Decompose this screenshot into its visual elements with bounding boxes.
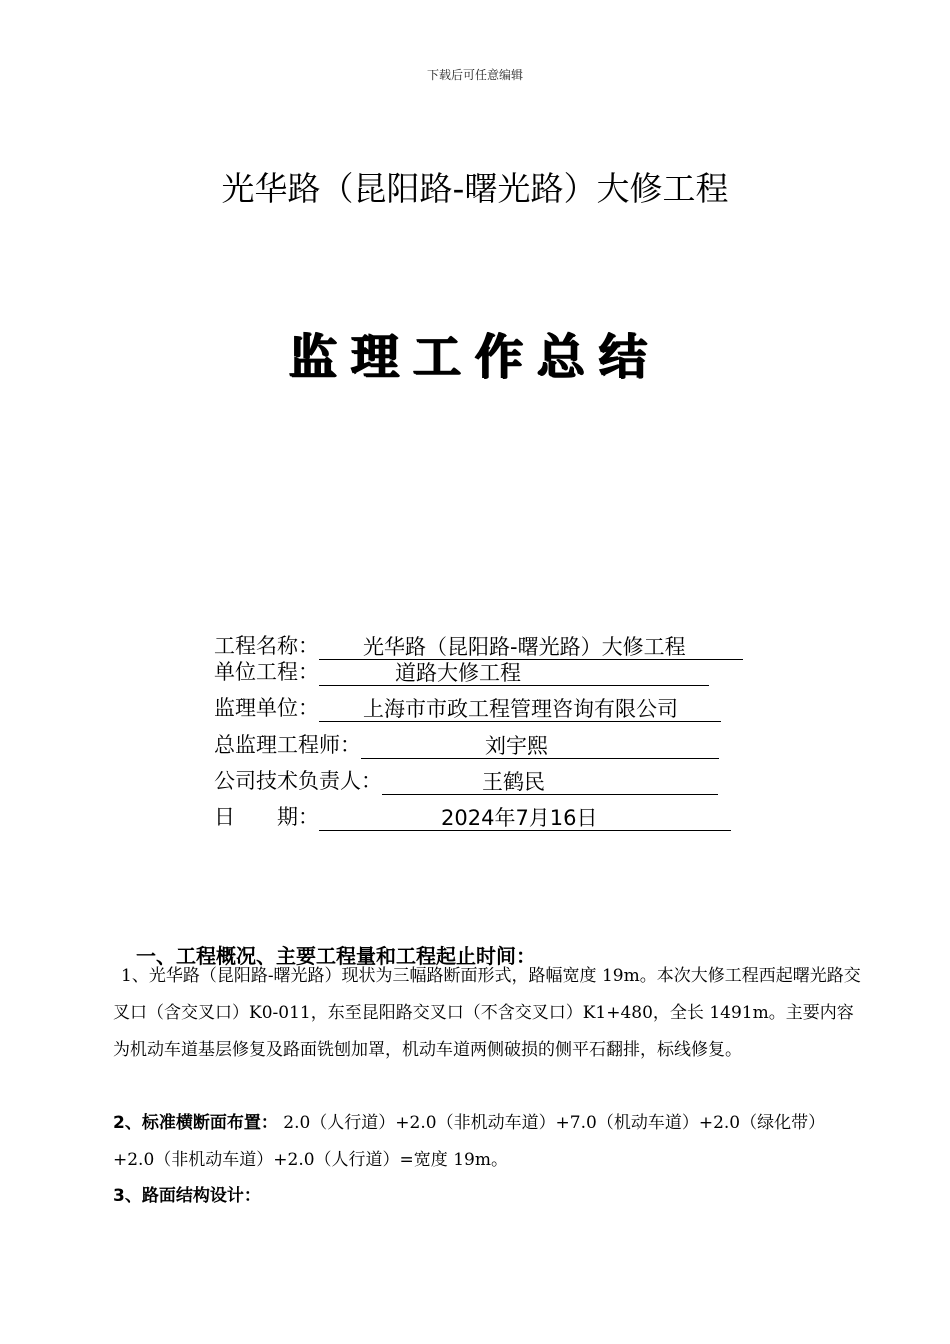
- unit-label: 单位工程：: [214, 660, 319, 684]
- info-row-chief: [214, 729, 719, 759]
- header-note: 下载后可任意编辑: [426, 68, 523, 82]
- date-value: 2024年7月16日: [319, 806, 731, 831]
- info-row-unit: [214, 656, 709, 686]
- paragraph-pavement: [113, 1178, 863, 1215]
- tech-label: 公司技术负责人：: [214, 769, 382, 793]
- document-title: 监理工作总结: [288, 329, 661, 385]
- tech-value: 王鹤民: [382, 770, 718, 795]
- chief-value: 刘宇熙: [361, 734, 719, 759]
- project-title: 光华路（昆阳路-曙光路）大修工程: [221, 169, 729, 208]
- paragraph-overview: 1、光华路（昆阳路-曙光路）现状为三幅路断面形式，路幅宽度 19m。本次大修工程西起曙光路交叉口（含交叉口）K0-011，东至昆阳路交叉口（不含交叉口）K1+480，全长 1491m。主要内容为机动车道基层修复及路面铣刨加罩，机动车道两侧破损的侧平石翻排，标线修复。: [113, 966, 861, 1060]
- unit-value: 道路大修工程: [319, 661, 709, 686]
- supervisor-label: 监理单位：: [214, 696, 319, 720]
- date-label: 日 期：: [214, 805, 319, 829]
- cross-section-text: 2.0（人行道）+2.0（非机动车道）+7.0（机动车道）+2.0（绿化带）+2.0（非机动车道）+2.0（人行道）=宽度 19m。: [113, 1113, 826, 1170]
- project-name-value: 光华路（昆阳路-曙光路）大修工程: [319, 635, 743, 660]
- pavement-label: 3、路面结构设计：: [113, 1186, 261, 1206]
- info-row-tech: [214, 765, 718, 795]
- paragraph-cross-section: [113, 1105, 863, 1179]
- chief-label: 总监理工程师：: [214, 733, 361, 757]
- section-heading: 一、工程概况、主要工程量和工程起止时间：: [136, 944, 536, 968]
- cross-section-label: 2、标准横断面布置：: [113, 1113, 278, 1133]
- supervisor-value: 上海市市政工程管理咨询有限公司: [319, 697, 721, 722]
- info-row-date: [214, 801, 731, 831]
- project-name-label: 工程名称：: [214, 634, 319, 658]
- info-row-supervisor: [214, 692, 721, 722]
